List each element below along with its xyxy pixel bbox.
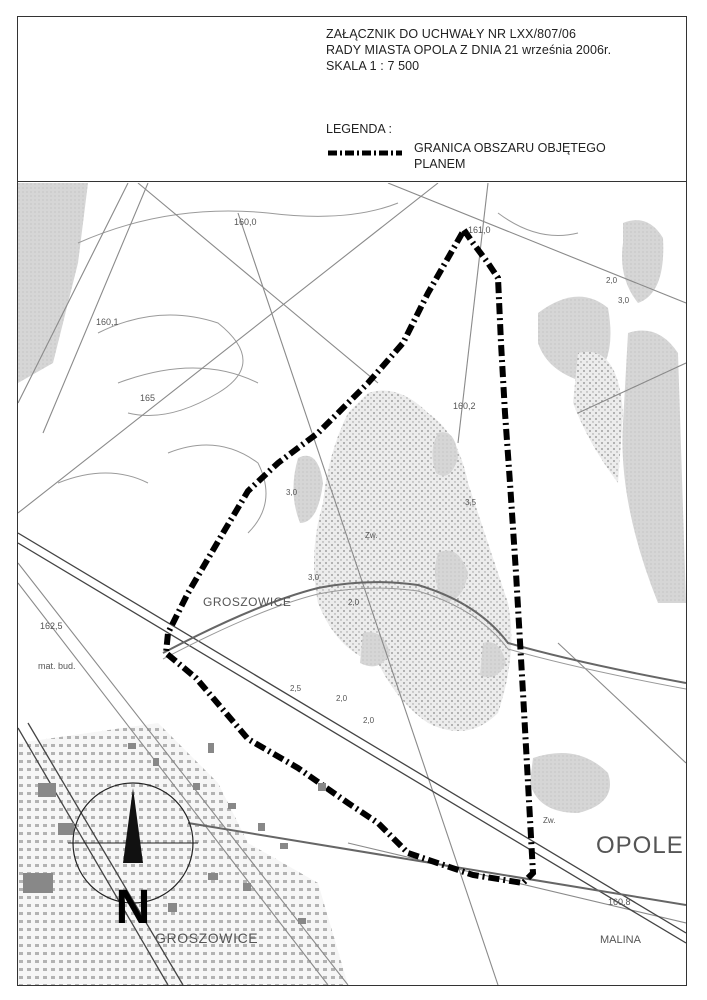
water-area-right-top: [622, 220, 663, 303]
title-scale: SKALA 1 : 7 500: [326, 59, 420, 73]
elevation-label: 161,0: [468, 225, 491, 235]
wetland-area: [314, 391, 511, 732]
depth-label: 3,0: [308, 573, 320, 582]
depth-label: 3,0: [618, 296, 630, 305]
title-council-date: RADY MIASTA OPOLA Z DNIA 21 września 2006r.: [326, 43, 612, 57]
depth-label: 3,5: [465, 498, 477, 507]
label-mat-bud: mat. bud.: [38, 661, 76, 671]
topographic-map: [18, 183, 686, 985]
legend-boundary-label-line2: PLANEM: [414, 157, 466, 171]
map-area: [18, 183, 686, 985]
title-block: [326, 26, 611, 74]
label-malina: MALINA: [600, 934, 641, 946]
elevation-label: 160,8: [608, 897, 631, 907]
boundary-line-swatch-icon: [326, 148, 404, 158]
legend-heading: LEGENDA :: [326, 122, 392, 136]
depth-label: 2,0: [363, 716, 375, 725]
legend-boundary-label: [414, 140, 674, 172]
elevation-label: 160,1: [96, 317, 119, 327]
pond-1: [293, 456, 323, 523]
depth-label: 2,5: [290, 684, 302, 693]
north-arrow-letter: N: [115, 881, 151, 934]
label-groszowice-south: GROSZOWICE: [155, 930, 259, 946]
elevation-label: 162,5: [40, 621, 63, 631]
elevation-label: 160,2: [453, 401, 476, 411]
label-opole: OPOLE: [596, 832, 684, 859]
depth-label: 3,0: [286, 488, 298, 497]
zw-label: Zw.: [365, 531, 378, 540]
legend-boundary-entry: [326, 140, 676, 176]
title-resolution: ZAŁĄCZNIK DO UCHWAŁY NR LXX/807/06: [326, 27, 577, 41]
lake-south-east: [530, 753, 610, 813]
elevation-label: 160,0: [234, 217, 257, 227]
water-area-right-large: [622, 331, 686, 604]
sand-area-east: [573, 352, 623, 483]
elevation-label: 165: [140, 393, 156, 403]
depth-label: 2,0: [606, 276, 618, 285]
label-groszowice-center: GROSZOWICE: [203, 595, 292, 609]
depth-label: 2,0: [348, 598, 360, 607]
zw-label: Zw.: [543, 816, 556, 825]
depth-label: 2,0: [336, 694, 348, 703]
legend-boundary-label-line1: GRANICA OBSZARU OBJĘTEGO: [414, 141, 606, 155]
